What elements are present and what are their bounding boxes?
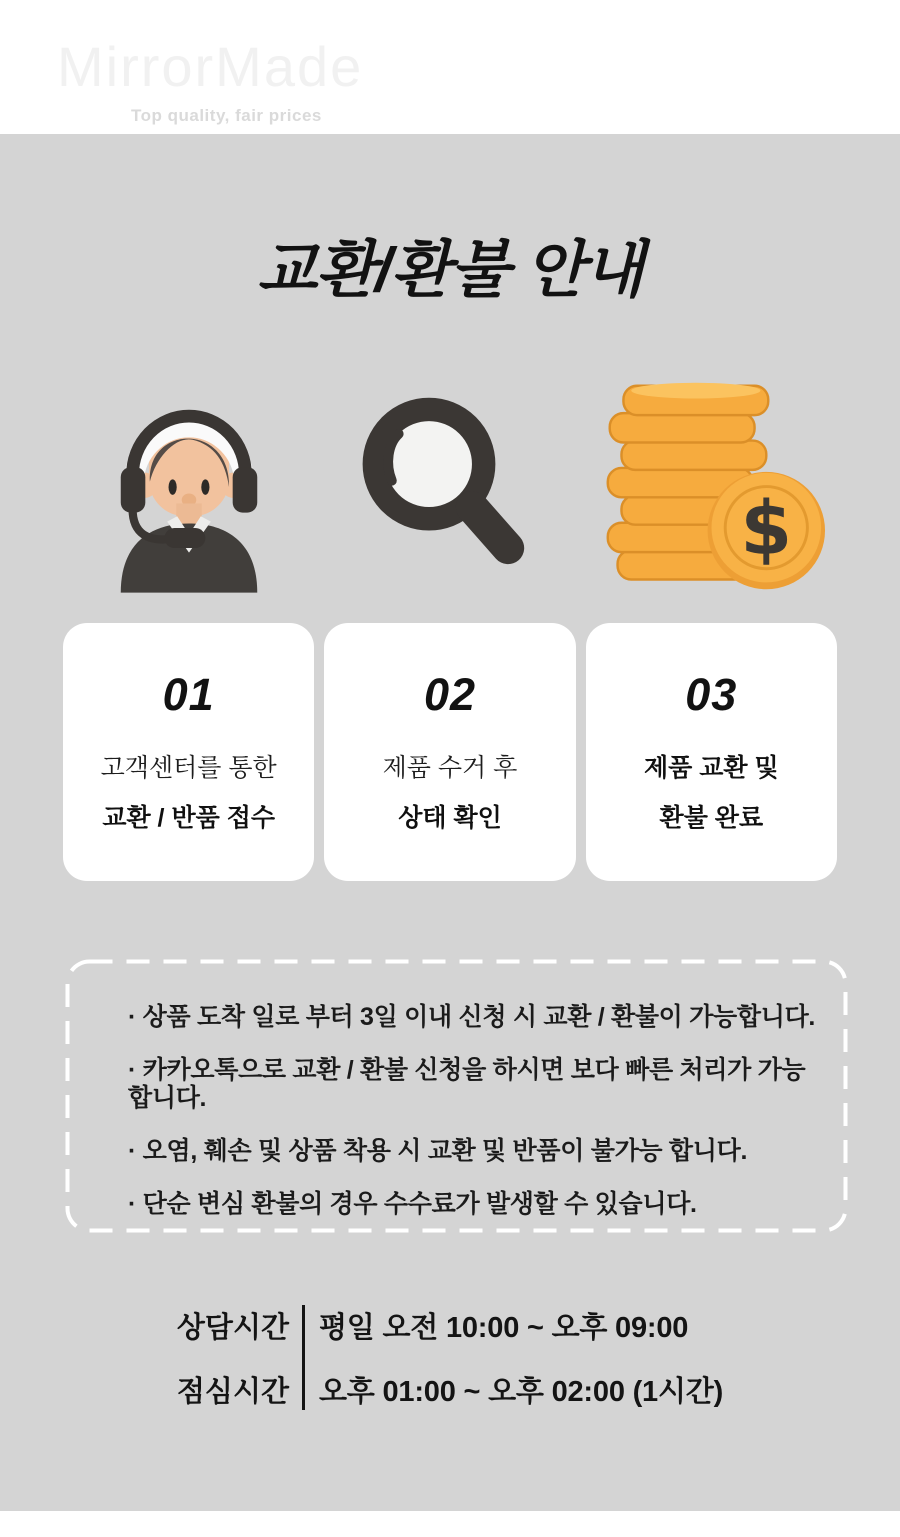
- content-area: [0, 134, 900, 1511]
- headset-agent-icon: [98, 382, 280, 594]
- hours-section: [0, 1305, 900, 1410]
- hours-divider: [302, 1305, 305, 1410]
- steps-row: [63, 623, 837, 881]
- step-line2: 환불 완료: [659, 804, 764, 832]
- note-item: · 카카오톡으로 교환 / 환불 신청을 하시면 보다 빠른 처리가 가능합니다.: [128, 1056, 806, 1112]
- magnifier-icon: [347, 386, 552, 591]
- step-line1: 제품 교환 및: [643, 754, 779, 782]
- step-number: 02: [423, 669, 477, 720]
- step-icon-cell-2: [324, 367, 575, 609]
- step-card-1: [63, 623, 314, 881]
- notes-box: [65, 959, 848, 1233]
- step-icon-cell-3: [586, 367, 837, 609]
- coin-stack-icon: [594, 374, 829, 602]
- note-item: · 오염, 훼손 및 상품 착용 시 교환 및 반품이 불가능 합니다.: [128, 1137, 748, 1165]
- note-item: · 상품 도착 일로 부터 3일 이내 신청 시 교환 / 환불이 가능합니다.: [128, 1003, 816, 1031]
- hours-value-consult: 평일 오전 10:00 ~ 오후 09:00: [318, 1312, 689, 1344]
- step-card-3: [586, 623, 837, 881]
- note-item: · 단순 변심 환불의 경우 수수료가 발생할 수 있습니다.: [128, 1190, 697, 1218]
- brand-tagline: Top quality, fair prices: [131, 106, 322, 125]
- hours-label-consult: 상담시간: [176, 1312, 289, 1344]
- notes-content: [65, 959, 848, 1218]
- footer-strip: [0, 1511, 900, 1537]
- hours-label-lunch: 점심시간: [176, 1376, 289, 1408]
- step-line1: 제품 수거 후: [382, 754, 518, 782]
- step-line2: 상태 확인: [398, 804, 502, 832]
- svg-text:$: $: [740, 485, 792, 573]
- brand-logo: MirrorMade: [57, 35, 364, 98]
- page-title: 교환/환불 안내: [257, 236, 643, 305]
- hours-labels: [177, 1305, 289, 1410]
- step-icon-cell-1: [63, 367, 314, 609]
- hours-value-lunch: 오후 01:00 ~ 오후 02:00 (1시간): [318, 1376, 724, 1408]
- header: [0, 0, 900, 134]
- step-icons-row: [63, 367, 837, 609]
- step-number: 01: [162, 669, 215, 720]
- step-line1: 고객센터를 통한: [100, 754, 277, 782]
- hours-values: [319, 1305, 723, 1410]
- step-number: 03: [685, 669, 738, 720]
- step-card-2: [324, 623, 575, 881]
- step-line2: 교환 / 반품 접수: [102, 804, 275, 832]
